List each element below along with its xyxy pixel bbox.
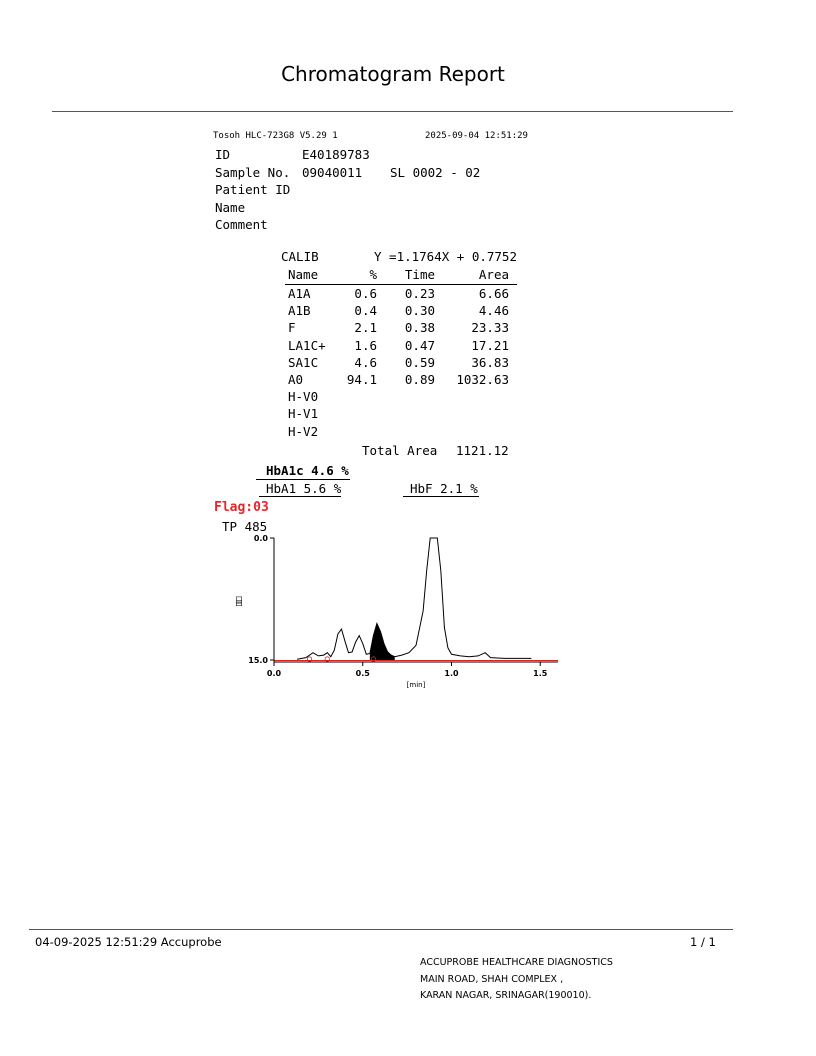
hbf-underline	[403, 496, 479, 497]
cell-pct: 2.1	[354, 320, 377, 336]
cell-name: H-V0	[288, 389, 319, 405]
flag-label: Flag:03	[214, 500, 269, 515]
id-value: E40189783	[302, 147, 370, 162]
tp-label: TP 485	[222, 519, 268, 534]
x-axis-label: [min]	[406, 681, 426, 689]
header-area: Area	[478, 267, 509, 282]
chromatogram-trace	[297, 538, 531, 659]
hba1c-underline	[256, 479, 350, 480]
table-row	[285, 388, 517, 405]
patient-id-row	[215, 181, 290, 199]
cell-time: 0.30	[404, 303, 435, 319]
header-name: Name	[288, 267, 319, 282]
x-tick-label: 1.0	[444, 669, 459, 678]
header-pct: %	[369, 267, 377, 282]
rack-position: SL 0002 - 02	[390, 164, 481, 180]
cell-time: 0.59	[404, 354, 435, 370]
table-row	[285, 371, 517, 388]
x-tick-label: 0.5	[355, 669, 370, 678]
cell-area: 36.83	[471, 354, 509, 370]
comment-row	[215, 216, 290, 234]
sample-info	[215, 146, 481, 234]
hbf-result: HbF 2.1 %	[410, 481, 478, 496]
calib-equation: Y =1.1764X + 0.7752	[374, 249, 517, 264]
cell-name: H-V2	[288, 423, 319, 439]
cell-area: 1032.63	[456, 371, 509, 387]
address-line-3: KARAN NAGAR, SRINAGAR(190010).	[420, 990, 592, 1001]
table-row	[285, 405, 517, 422]
cell-area: 6.66	[478, 286, 509, 301]
peak-table	[285, 266, 517, 440]
cell-name: LA1C+	[288, 337, 326, 353]
unit-icon: ⌸	[236, 597, 243, 608]
cell-time: 0.89	[404, 371, 435, 387]
page-number: 1 / 1	[690, 935, 716, 949]
sample-no-value: 09040011	[302, 164, 363, 180]
lab-address	[420, 955, 613, 1005]
y-tick-label: 15.0	[248, 656, 268, 665]
cell-pct: 4.6	[354, 354, 377, 370]
table-row	[285, 285, 517, 302]
footer-divider	[29, 929, 733, 930]
cell-area: 17.21	[471, 337, 509, 353]
cell-time: 0.38	[404, 320, 435, 336]
report-title: Chromatogram Report	[281, 62, 505, 86]
hba1-result: HbA1 5.6 %	[266, 481, 342, 496]
header-divider	[52, 111, 733, 112]
total-label: Total Area	[362, 443, 438, 458]
sample-no-label: Sample No.	[215, 164, 291, 180]
instrument-header	[213, 131, 528, 141]
cell-area: 4.46	[478, 303, 509, 319]
address-line-1: ACCUPROBE HEALTHCARE DIAGNOSTICS	[420, 957, 613, 968]
x-tick-label: 0.0	[266, 669, 282, 678]
hba1c-result: HbA1c 4.6 %	[266, 463, 349, 478]
cell-name: F	[288, 320, 296, 336]
id-label: ID	[215, 147, 231, 162]
footer-timestamp: 04-09-2025 12:51:29 Accuprobe	[35, 935, 222, 949]
table-row	[285, 337, 517, 354]
cell-name: A1A	[288, 286, 311, 301]
instrument-name: Tosoh HLC-723G8 V5.29 1	[213, 131, 338, 141]
total-area	[362, 443, 509, 458]
x-tick-label: 1.5	[533, 669, 548, 678]
cell-pct: 94.1	[346, 371, 377, 387]
y-tick-label: 0.0	[253, 534, 268, 543]
id-row	[215, 146, 370, 164]
name-row	[215, 199, 290, 217]
total-value: 1121.12	[456, 443, 509, 458]
table-row	[285, 423, 517, 440]
table-body	[285, 285, 517, 440]
calib-label: CALIB	[281, 249, 319, 264]
cell-name: A1B	[288, 303, 311, 319]
calibration-line	[281, 249, 517, 264]
cell-time: 0.47	[404, 337, 435, 353]
patient-id-label: Patient ID	[215, 182, 291, 197]
table-row	[285, 302, 517, 319]
name-label: Name	[215, 199, 246, 215]
cell-pct: 0.4	[354, 303, 377, 319]
comment-label: Comment	[215, 217, 268, 232]
table-row	[285, 319, 517, 336]
cell-name: SA1C	[288, 354, 319, 370]
run-datetime: 2025-09-04 12:51:29	[425, 131, 528, 141]
cell-pct: 0.6	[354, 286, 377, 301]
cell-time: 0.23	[404, 286, 435, 301]
address-line-2: MAIN ROAD, SHAH COMPLEX ,	[420, 973, 564, 985]
cell-name: H-V1	[288, 406, 319, 422]
cell-name: A0	[288, 371, 304, 387]
hba1-underline	[259, 496, 341, 497]
table-header	[285, 266, 517, 285]
sample-no-row	[215, 164, 481, 182]
table-row	[285, 354, 517, 371]
header-time: Time	[404, 267, 435, 282]
cell-area: 23.33	[471, 320, 509, 336]
chromatogram-chart	[230, 530, 570, 700]
cell-pct: 1.6	[354, 337, 377, 353]
